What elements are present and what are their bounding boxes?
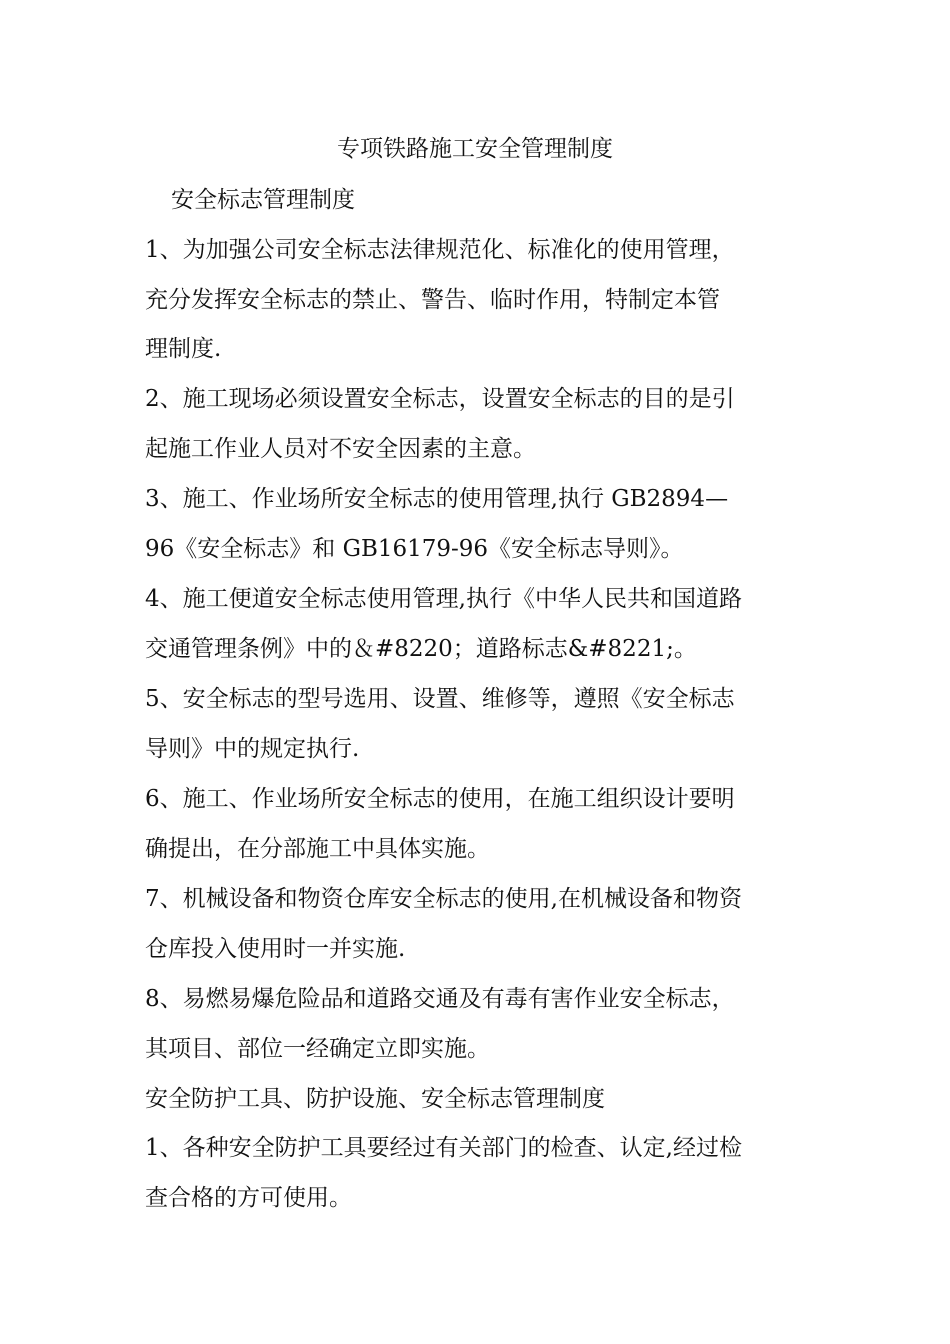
paragraph-line: 96《安全标志》和 GB16179-96《安全标志导则》。 bbox=[145, 536, 684, 562]
paragraph-line: 2、施工现场必须设置安全标志，设置安全标志的目的是引 bbox=[145, 386, 735, 412]
paragraph-line: 充分发挥安全标志的禁止、警告、临时作用，特制定本管 bbox=[145, 287, 720, 313]
paragraph-line: 仓库投入使用时一并实施. bbox=[145, 936, 406, 962]
paragraph-line: 起施工作业人员对不安全因素的主意。 bbox=[145, 436, 536, 462]
paragraph-line: 5、安全标志的型号选用、设置、维修等，遵照《安全标志 bbox=[145, 686, 735, 712]
paragraph-line: 理制度. bbox=[145, 336, 222, 362]
paragraph-line: 4、施工便道安全标志使用管理,执行《中华人民共和国道路 bbox=[145, 586, 742, 612]
paragraph-line: 确提出，在分部施工中具体实施。 bbox=[145, 836, 490, 862]
paragraph-line: 交通管理条例》中的＆#8220；道路标志&#8221;。 bbox=[145, 636, 697, 662]
section-heading-protective-equipment: 安全防护工具、防护设施、安全标志管理制度 bbox=[145, 1086, 605, 1112]
paragraph-line: 8、易燃易爆危险品和道路交通及有毒有害作业安全标志， bbox=[145, 986, 735, 1012]
section-heading-safety-signs: 安全标志管理制度 bbox=[171, 187, 355, 213]
paragraph-line: 导则》中的规定执行. bbox=[145, 736, 360, 762]
paragraph-line: 3、施工、作业场所安全标志的使用管理,执行 GB2894— bbox=[145, 486, 729, 512]
paragraph-line: 1、各种安全防护工具要经过有关部门的检查、认定,经过检 bbox=[145, 1135, 742, 1161]
paragraph-line: 其项目、部位一经确定立即实施。 bbox=[145, 1036, 490, 1062]
document-title: 专项铁路施工安全管理制度 bbox=[337, 136, 613, 162]
paragraph-line: 7、机械设备和物资仓库安全标志的使用,在机械设备和物资 bbox=[145, 886, 742, 912]
paragraph-line: 1、为加强公司安全标志法律规范化、标准化的使用管理， bbox=[145, 237, 735, 263]
paragraph-line: 6、施工、作业场所安全标志的使用，在施工组织设计要明 bbox=[145, 786, 735, 812]
paragraph-line: 查合格的方可使用。 bbox=[145, 1185, 352, 1211]
